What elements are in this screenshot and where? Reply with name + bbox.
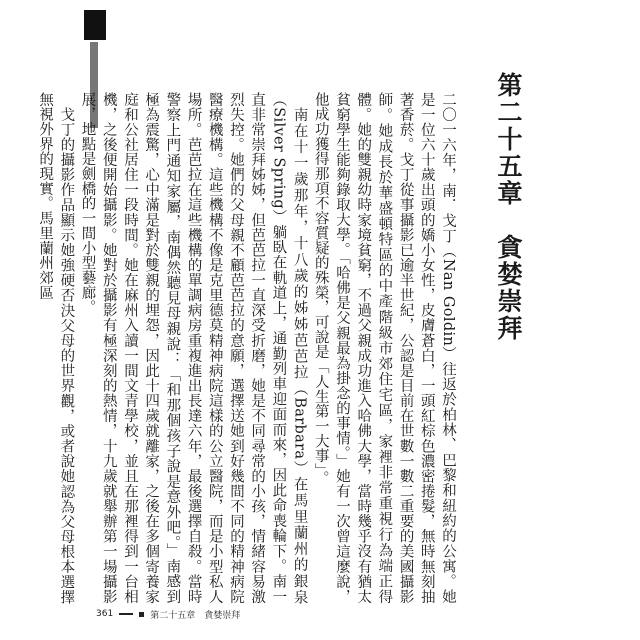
footer-square-icon	[139, 612, 144, 617]
page-number: 361	[96, 609, 114, 619]
paragraph: 南在十一歲那年，十八歲的姊姊芭芭拉（Barbara）在馬里蘭州的銀泉（Silver Spring）躺臥在軌道上，通勤列車迎面而來，因此命喪輪下。南一直非常崇拜姊姊，但芭芭拉一直深受折磨，她是不同尋常的小孩，情緒容易激烈失控。她們的父母親不顧芭芭拉的意願，選擇送她到好幾間不同的精神病院醫療機構。這些機構不像是克里德莫精神病院這樣的公立醫院，而是小型私人場所。芭芭拉在這些機構的單調病房重複進出長達六年，最後選擇自殺。當時警察上門通知家屬，南偶然聽見母親說：「和那個孩子說是意外吧。」南感到極為震驚，心中滿是對於雙親的埋怨，因此十四歲就離家，之後在多個寄養家庭和公社居住一段時間。她在麻州入讀一間文青學校，並且在那裡得到一台相機，之後便開始攝影。她對於攝影有極深刻的熱情，十九歲就舉辦第一場攝影展，地點是劍橋的一間小型藝廊。	[79, 92, 308, 604]
footer-chapter-label: 第二十五章 貪婪崇拜	[150, 610, 241, 621]
corner-block-mark	[84, 10, 106, 40]
paragraph: 二〇一六年，南．戈丁（Nan Goldin）往返於柏林、巴黎和紐約的公寓。她是一位六十歲出頭的嬌小女性，皮膚蒼白，一頭紅棕色濃密捲髮，無時無刻抽著香菸。戈丁從事攝影已逾半世紀，公認是目前在世數一數二重要的美國攝影師。她成長於華盛頓特區的中產階級市郊住宅區，家裡非常重視行為端正得體。她的雙親幼時家境貧窮，不過父親成功進入哈佛大學，當時幾乎沒有猶太貧窮學生能夠錄取大學。「哈佛是父親最為掛念的事情。」她有一次曾這麼說，他成功獲得那項不容質疑的殊榮，可說是「人生第一大事」。	[312, 92, 456, 604]
paragraph: 戈丁的攝影作品顯示她強硬否決父母的世界觀，或者說她認為父母根本選擇無視外界的現實。馬里蘭州郊區	[37, 92, 75, 604]
body-text	[37, 92, 458, 604]
page-footer	[96, 607, 240, 621]
chapter-title: 第二十五章 貪婪崇拜	[494, 72, 523, 342]
footer-dash	[119, 613, 133, 615]
